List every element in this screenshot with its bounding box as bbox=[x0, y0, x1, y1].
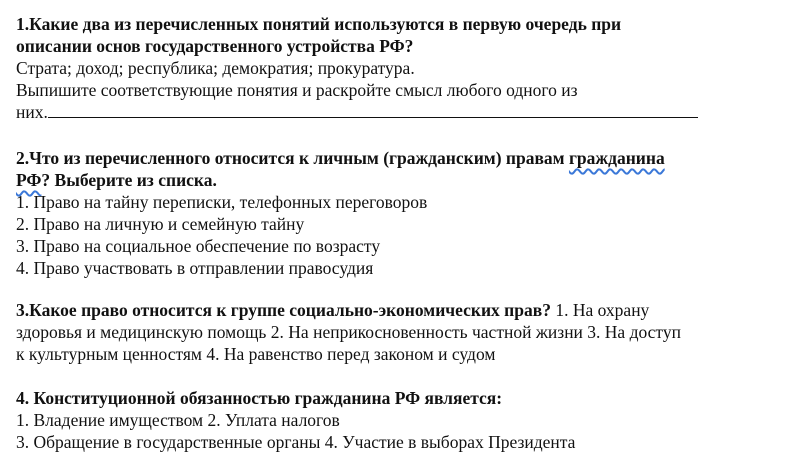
question-2 bbox=[16, 147, 786, 279]
question-2-option-4: 4. Право участвовать в отправлении правосудия bbox=[16, 258, 374, 278]
question-2-title-end: ? Выберите из списка. bbox=[41, 170, 217, 190]
question-1 bbox=[16, 13, 786, 123]
question-2-option-3: 3. Право на социальное обеспечение по возрасту bbox=[16, 236, 381, 256]
question-2-option-2: 2. Право на личную и семейную тайну bbox=[16, 214, 305, 234]
question-4-options-line-1: 1. Владение имуществом 2. Уплата налогов bbox=[16, 410, 340, 430]
question-3-line-3: к культурным ценностям 4. На равенство перед законом и судом bbox=[16, 344, 496, 364]
question-3-title: 3.Какое право относится к группе социально-экономических прав? bbox=[16, 300, 551, 320]
question-2-title-line-1 bbox=[16, 147, 786, 169]
question-2-option-1: 1. Право на тайну переписки, телефонных переговоров bbox=[16, 192, 428, 212]
spellcheck-underlined-word: гражданина bbox=[568, 148, 665, 168]
question-1-instruction-end: них. bbox=[16, 102, 48, 122]
question-4-options-line-2: 3. Обращение в государственные органы 4. Участие в выборах Президента bbox=[16, 432, 576, 452]
question-3-line-2: здоровья и медицинскую помощь 2. На неприкосновенность частной жизни 3. На доступ bbox=[16, 322, 681, 342]
question-3-line-1 bbox=[16, 299, 786, 321]
question-1-terms: Страта; доход; республика; демократия; прокуратура. bbox=[16, 58, 415, 78]
question-2-title-line-2 bbox=[16, 169, 786, 191]
question-4 bbox=[16, 387, 786, 453]
question-4-title: 4. Конституционной обязанностью гражданина РФ является: bbox=[16, 388, 503, 408]
question-3-options-start: 1. На охрану bbox=[550, 300, 650, 320]
question-1-instruction: Выпишите соответствующие понятия и раскройте смысл любого одного из bbox=[16, 80, 578, 100]
spellcheck-underlined-abbr: РФ bbox=[16, 170, 42, 190]
question-1-title-line-2: описании основ государственного устройства РФ? bbox=[16, 36, 414, 56]
question-1-answer-row bbox=[16, 101, 786, 123]
question-3 bbox=[16, 299, 786, 365]
answer-blank-line bbox=[48, 103, 698, 118]
question-2-title-start: 2.Что из перечисленного относится к личным (гражданским) правам bbox=[16, 148, 569, 168]
question-1-title-line-1: 1.Какие два из перечисленных понятий используются в первую очередь при bbox=[16, 14, 622, 34]
